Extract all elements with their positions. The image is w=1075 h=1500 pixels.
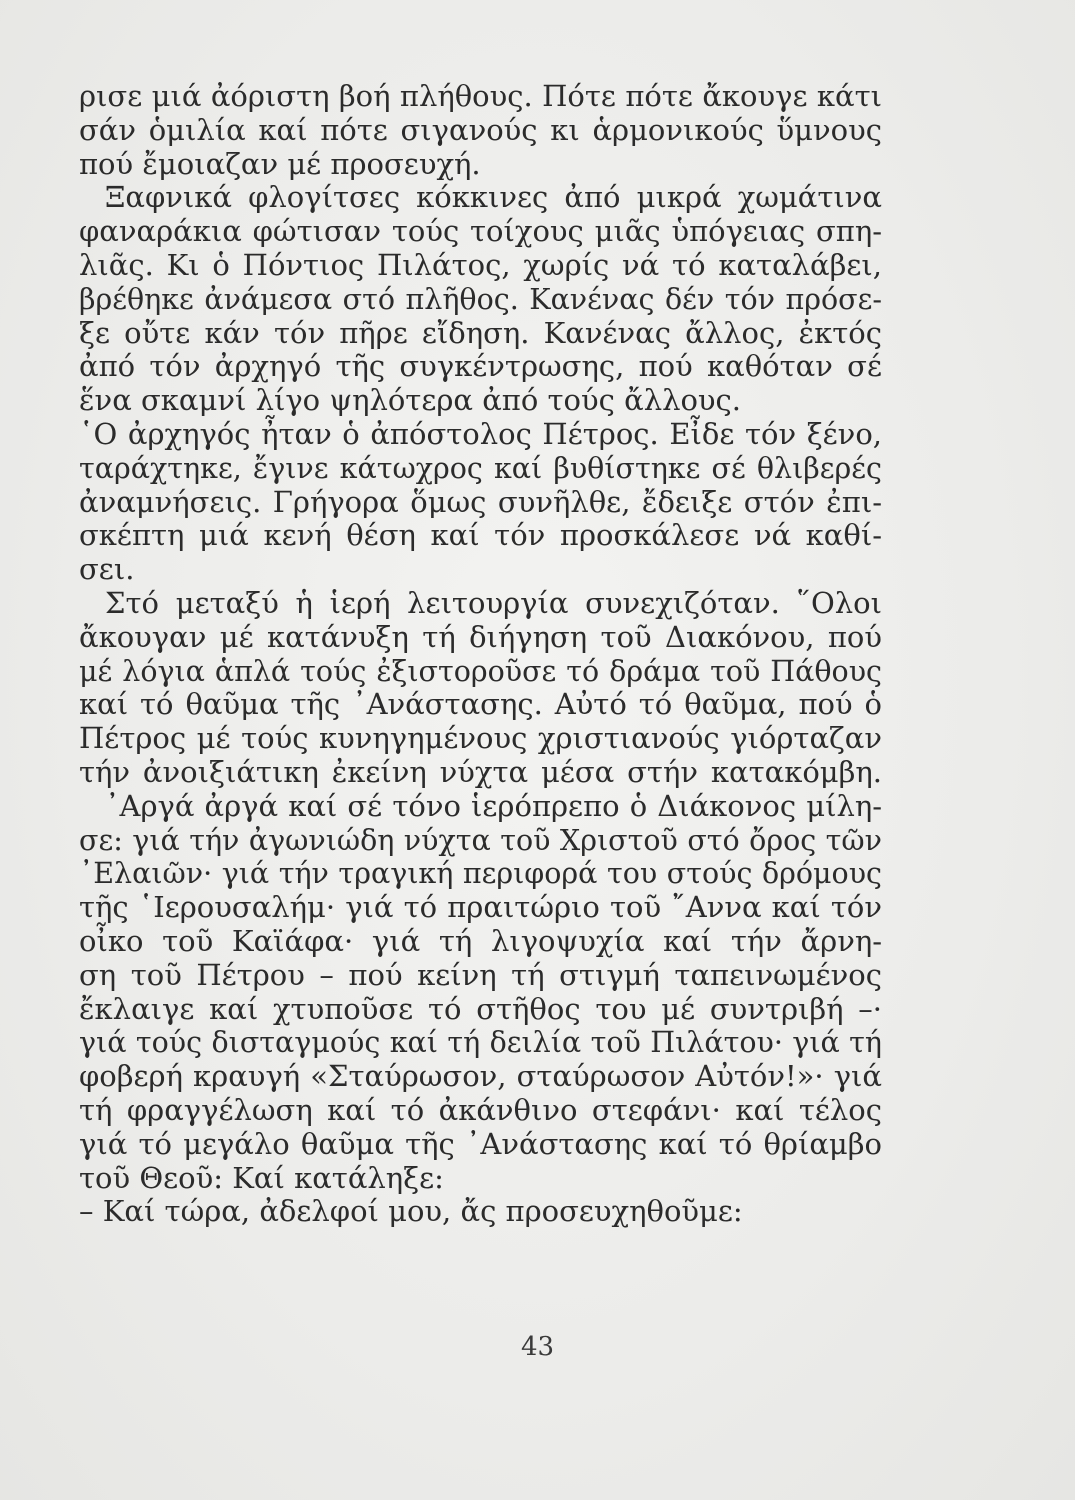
text-line: πού ἔμοιαζαν μέ προσευχή. <box>79 146 481 181</box>
page-number: 43 <box>520 1332 555 1362</box>
text-line: Ξαφνικά φλογίτσες κόκκινες ἀπό μικρά χωμάτινα <box>105 180 882 215</box>
text-line: τήν ἀνοιξιάτικη ἐκείνη νύχτα μέσα στήν κατακόμβη. <box>79 754 882 789</box>
text-line: λιᾶς. Κι ὁ Πόντιος Πιλάτος, χωρίς νά τό καταλάβει, <box>79 247 882 282</box>
text-line: ἕνα σκαμνί λίγο ψηλότερα ἀπό τούς ἄλλους. <box>79 383 742 418</box>
text-line: σάν ὁμιλία καί πότε σιγανούς κι ἁρμονικούς ὕμνους <box>79 112 882 147</box>
text-line: φαναράκια φώτισαν τούς τοίχους μιᾶς ὑπόγειας σπη- <box>79 214 882 249</box>
text-line: ταράχτηκε, ἔγινε κάτωχρος καί βυθίστηκε σέ θλιβερές <box>79 451 882 485</box>
text-line: οἶκο τοῦ Καϊάφα· γιά τή λιγοψυχία καί τήν ἄρνη- <box>79 923 882 958</box>
text-line: τή φραγγέλωση καί τό ἀκάνθινο στεφάνι· καί τέλος <box>79 1092 882 1127</box>
text-line: ἀπό τόν ἀρχηγό τῆς συγκέντρωσης, πού καθόταν σέ <box>79 349 882 384</box>
text-line: σκέπτη μιά κενή θέση καί τόν προσκάλεσε νά καθί- <box>79 518 882 553</box>
text-line: τοῦ Θεοῦ: Καί κατάληξε: <box>79 1160 444 1195</box>
text-line: καί τό θαῦμα τῆς ᾿Ανάστασης. Αὐτό τό θαῦμα, πού ὁ <box>79 687 882 722</box>
text-line: ᾿Ελαιῶν· γιά τήν τραγική περιφορά του στούς δρόμους <box>79 857 882 891</box>
body-text <box>79 80 882 1229</box>
text-line: βρέθηκε ἀνάμεσα στό πλῆθος. Κανένας δέν τόν πρόσε- <box>79 282 882 316</box>
text-line: τῆς ῾Ιερουσαλήμ· γιά τό πραιτώριο τοῦ ῎Αννα καί τόν <box>79 890 882 925</box>
text-line: σε: γιά τήν ἀγωνιώδη νύχτα τοῦ Χριστοῦ στό ὄρος τῶν <box>79 823 882 857</box>
text-line: γιά τό μεγάλο θαῦμα τῆς ᾿Ανάστασης καί τό θρίαμβο <box>79 1126 882 1161</box>
text-line: ρισε μιά ἀόριστη βοή πλήθους. Πότε πότε ἄκουγε κάτι <box>79 79 882 113</box>
text-line: σει. <box>79 552 135 587</box>
text-line: ἔκλαιγε καί χτυποῦσε τό στῆθος του μέ συντριβή –· <box>79 991 882 1026</box>
text-line: φοβερή κραυγή «Σταύρωσον, σταύρωσον Αὐτόν!»· γιά <box>79 1059 882 1094</box>
text-line: ᾿Αργά ἀργά καί σέ τόνο ἱερόπρεπο ὁ Διάκονος μίλη- <box>105 788 882 823</box>
text-line: ἀναμνήσεις. Γρήγορα ὅμως συνῆλθε, ἔδειξε στόν ἐπι- <box>79 484 882 519</box>
text-line: γιά τούς δισταγμούς καί τή δειλία τοῦ Πιλάτου· γιά τή <box>79 1026 882 1060</box>
text-line: Πέτρος μέ τούς κυνηγημένους χριστιανούς γιόρταζαν <box>79 721 882 756</box>
text-line: ξε οὔτε κάν τόν πῆρε εἴδηση. Κανένας ἄλλος, ἐκτός <box>79 315 882 350</box>
text-line: ἄκουγαν μέ κατάνυξη τή διήγηση τοῦ Διακόνου, πού <box>79 619 882 654</box>
text-line: ση τοῦ Πέτρου – πού κείνη τή στιγμή ταπεινωμένος <box>79 957 882 992</box>
text-line: – Καί τώρα, ἀδελφοί μου, ἄς προσευχηθοῦμε: <box>79 1194 743 1229</box>
text-line: ῾Ο ἀρχηγός ἦταν ὁ ἀπόστολος Πέτρος. Εἶδε τόν ξένο, <box>79 416 882 451</box>
text-line: μέ λόγια ἁπλά τούς ἐξιστοροῦσε τό δράμα τοῦ Πάθους <box>79 654 882 688</box>
text-line: Στό μεταξύ ἡ ἱερή λειτουργία συνεχιζόταν. ῞Ολοι <box>105 585 882 620</box>
